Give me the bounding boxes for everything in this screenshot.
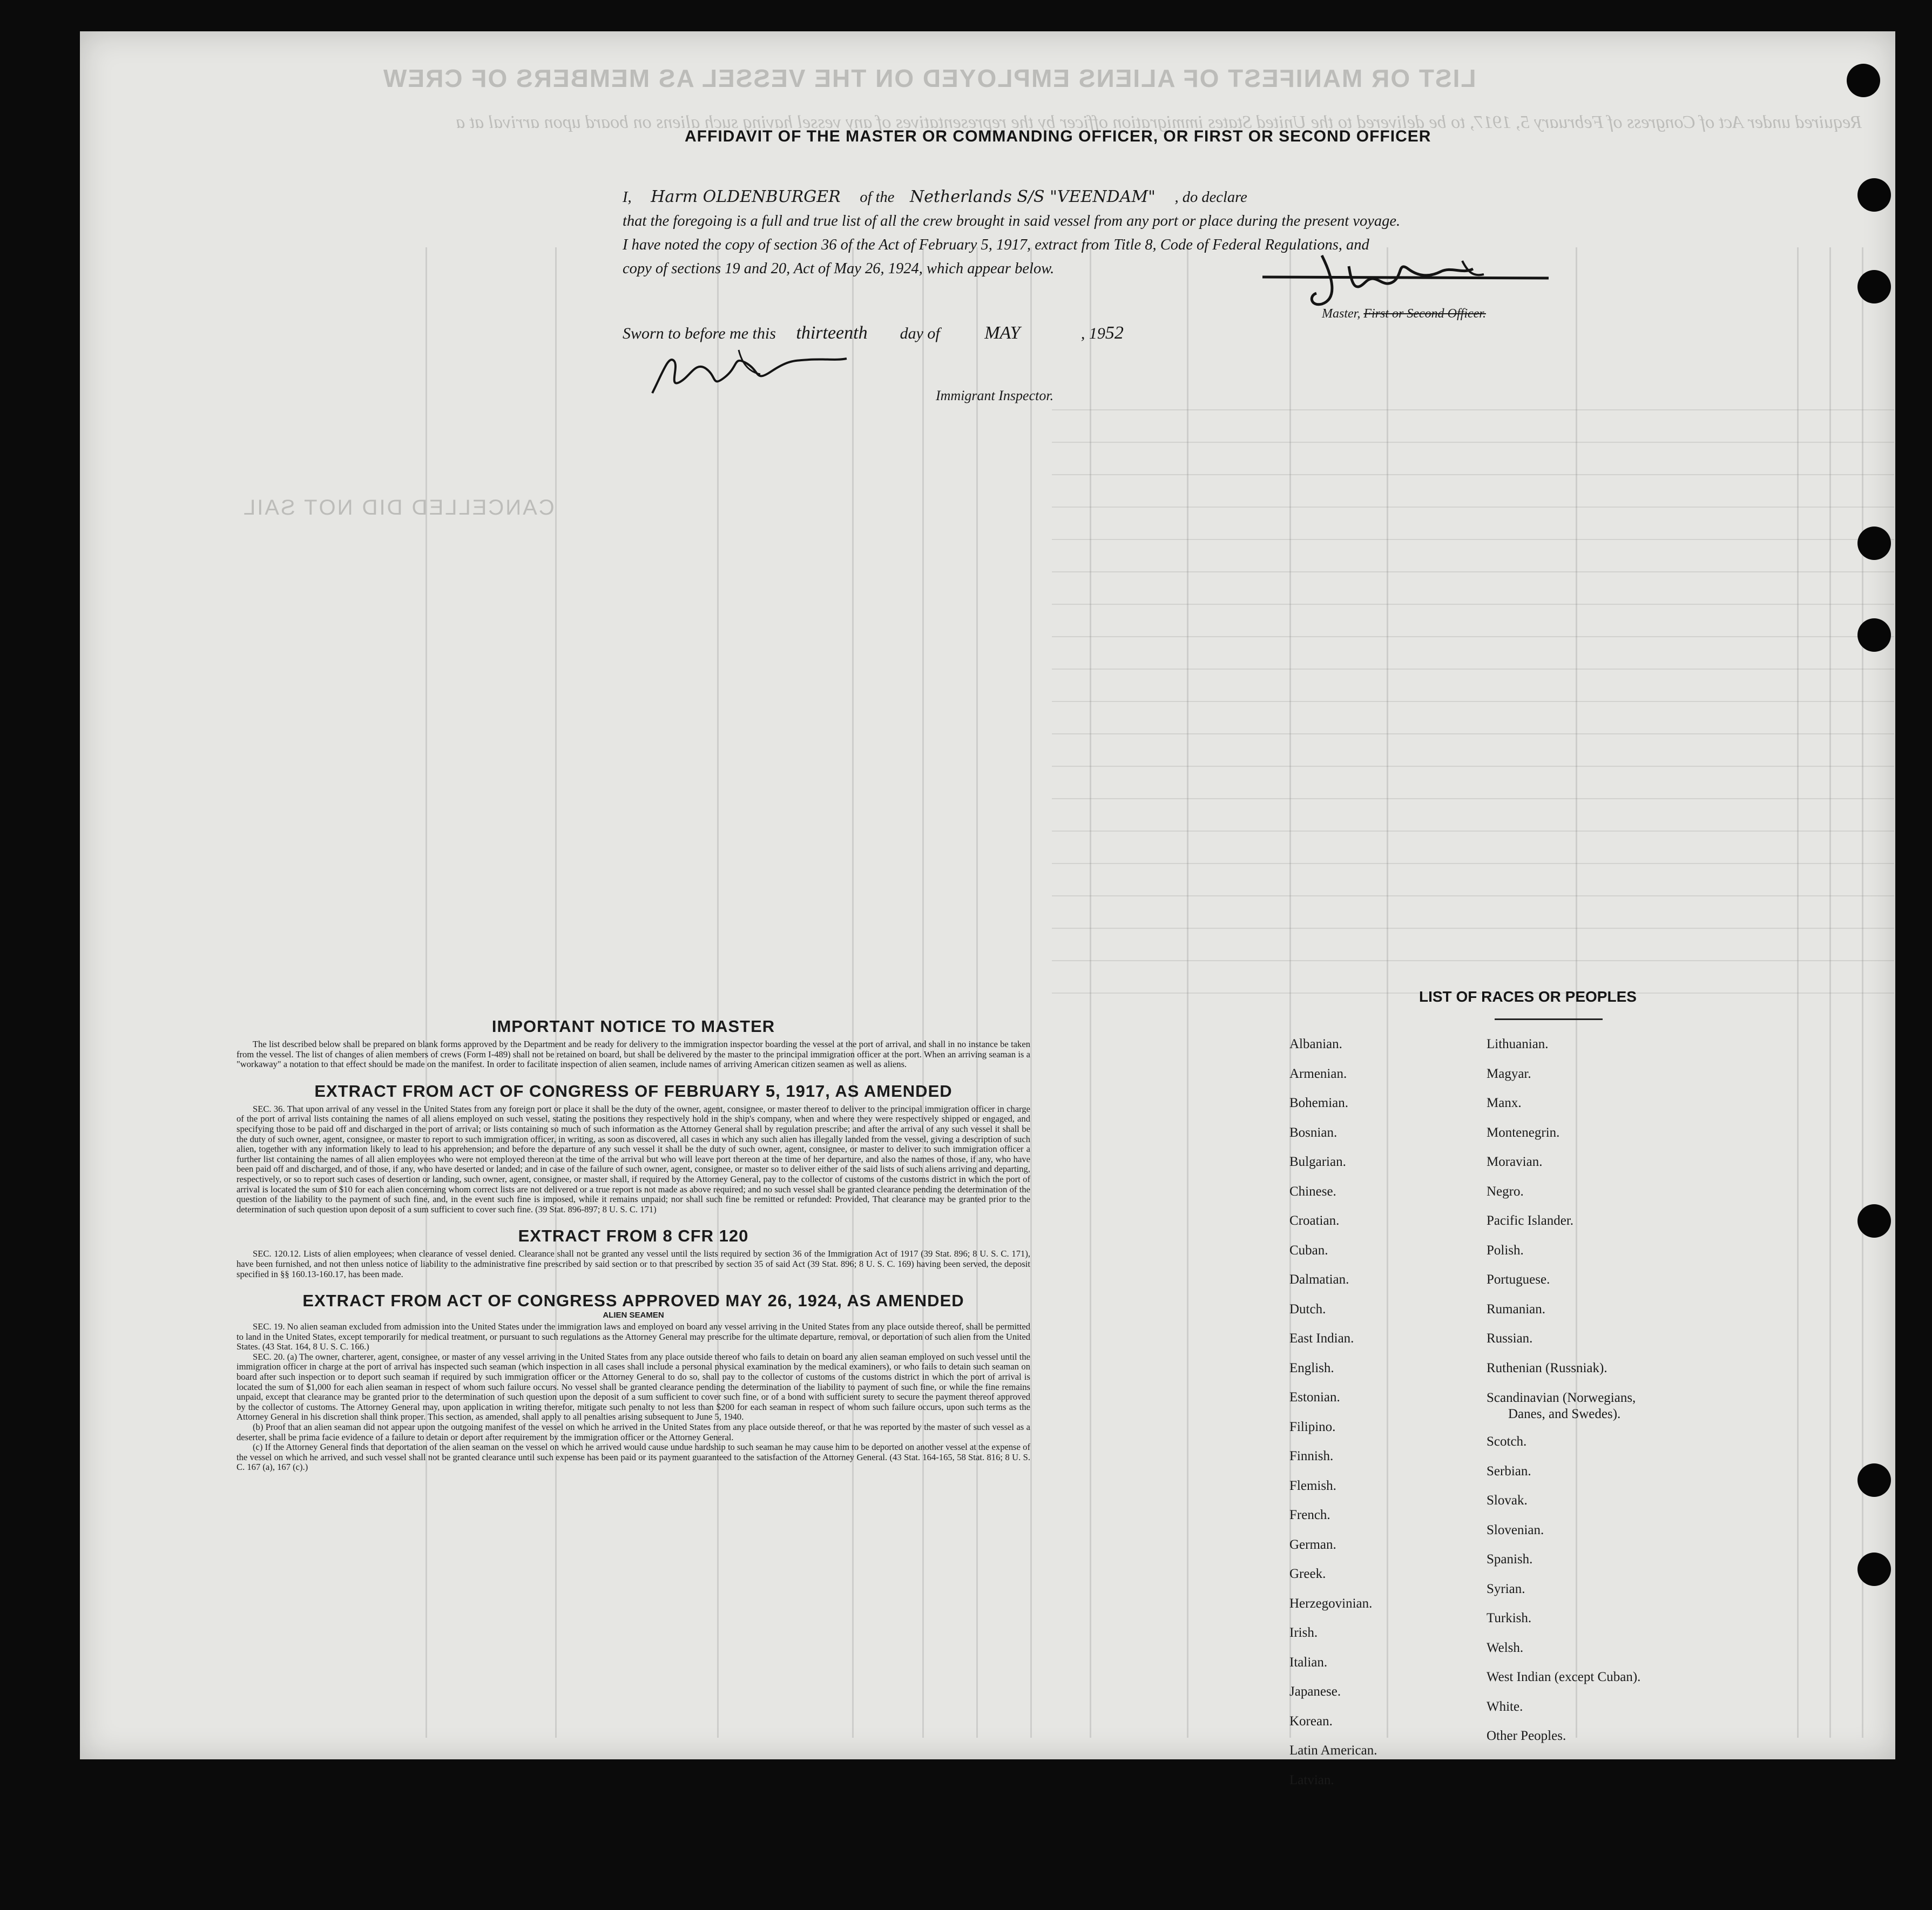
grid-line xyxy=(555,247,557,1738)
race-item: Moravian. xyxy=(1487,1155,1543,1169)
punch-hole xyxy=(1857,178,1891,212)
nationality-vessel: Netherlands S/S "VEENDAM" xyxy=(909,187,1156,206)
affidavit-title: AFFIDAVIT OF THE MASTER OR COMMANDING OFFICER, OR FIRST OR SECOND OFFICER xyxy=(685,127,1431,145)
master-name: Harm OLDENBURGER xyxy=(651,187,841,206)
race-item: Portuguese. xyxy=(1487,1272,1550,1287)
grid-row-line xyxy=(1052,474,1894,475)
grid-line xyxy=(1030,247,1032,1738)
grid-row-line xyxy=(1052,604,1894,605)
extract-1917-title: EXTRACT FROM ACT OF CONGRESS OF FEBRUARY 5, 1917, AS AMENDED xyxy=(314,1081,953,1101)
race-item: Syrian. xyxy=(1487,1581,1525,1596)
race-item: Latin American. xyxy=(1289,1743,1377,1758)
affidavit-line-3: I have noted the copy of section 36 of the Act of February 5, 1917, extract from Title 8, Code of Federal Regulations, and xyxy=(623,237,1369,253)
bleed-through-text: Required under Act of Congress of February 5, 1917, to be delivered to the United States immigration officer by the representatives of any vessel having such aliens on board upon arrival at a xyxy=(456,112,1862,132)
grid-line xyxy=(922,247,924,1738)
extract-1924-sec19: SEC. 19. No alien seaman excluded from admission into the United States under the immigration laws and employed on board any vessel arriving in the United States from any place outside thereof, shall be permitted to land in the United States, except temporarily for medical treatment, or pursuant to such regulations as the Attorney General may prescribe for the ultimate departure, removal, or deportation of such alien from the United States. (43 Stat. 164, 8 U. S. C. 166.) xyxy=(237,1321,1030,1352)
race-item-line: Scandinavian (Norwegians, xyxy=(1487,1391,1636,1405)
grid-row-line xyxy=(1052,409,1894,410)
race-item xyxy=(1487,1390,1640,1434)
race-item: Other Peoples. xyxy=(1487,1729,1566,1743)
race-item: Negro. xyxy=(1487,1184,1524,1199)
race-item-line: Danes, and Swedes). xyxy=(1508,1407,1621,1421)
race-item: Bulgarian. xyxy=(1289,1155,1346,1169)
race-item: West Indian (except Cuban). xyxy=(1487,1670,1641,1684)
extract-1924-sec20a: SEC. 20. (a) The owner, charterer, agent, consignee, or master of any vessel arriving in the United States from any place outside thereof who fails to detain on board any alien seaman employed on such vessel until the immigration officer in charge at the port of arrival has inspected such seaman (which inspection in all cases shall include a personal physical examination by the medical examiners), or who fails to detain such seaman on board after such inspection or to deport such seaman if required by such immigration officer or the Attorney General to do so, shall pay to the collector of customs of the customs district in which the port of arrival is located the sum of $1,000 for each alien seaman in respect of whom such failure occurs. No vessel shall be granted clearance pending the determination of the liability to payment of such fine, or while the fine remains unpaid, except that clearance may be granted prior to the determination of such question upon the deposit of a sum sufficient to cover such fine, or of a bond with sufficient surety to secure the payment thereof approved by the collector of customs. The Attorney General may, upon application in writing therefor, mitigate such penalty to not less than $200 for each seaman in respect of whom such failure occurs, upon such terms as the Attorney General in his discretion shall think proper. This section, as amended, shall apply to all penalties arising subsequent to June 5, 1940. xyxy=(237,1351,1030,1422)
sworn-day: thirteenth xyxy=(796,323,868,343)
affidavit-line-4: copy of sections 19 and 20, Act of May 26, 1924, which appear below. xyxy=(623,260,1055,277)
grid-row-line xyxy=(1052,442,1894,443)
grid-row-line xyxy=(1052,701,1894,702)
extract-8cfr-body: SEC. 120.12. Lists of alien employees; when clearance of vessel denied. Clearance shall not be granted any vessel until the lists required by section 36 of the Immigration Act of 1917 (39 Stat. 896; 8 U. S. C. 171), have been furnished, and not then unless notice of liability to the administrative fine prescribed by said section or to that prescribed by section 35 of said Act (39 Stat. 896; 8 U. S. C. 169) having been served, the deposit specified in §§ 160.13-160.17, has been made. xyxy=(237,1248,1030,1279)
master-label-prefix: Master, xyxy=(1322,307,1361,321)
race-item: Latvian. xyxy=(1289,1772,1334,1787)
grid-row-line xyxy=(1052,928,1894,929)
punch-hole xyxy=(1857,527,1891,560)
race-item: Bohemian. xyxy=(1289,1096,1349,1110)
race-item: Turkish. xyxy=(1487,1611,1532,1625)
master-signature xyxy=(1257,245,1559,315)
bleed-through-title: LIST OR MANIFEST OF ALIENS EMPLOYED ON THE VESSEL AS MEMBERS OF CREW xyxy=(382,64,1476,92)
grid-row-line xyxy=(1052,960,1894,961)
notice-body: The list described below shall be prepared on blank forms approved by the Department and be ready for delivery to the immigration inspector boarding the vessel at the port of arrival, and shall in no instance be taken from the vessel. The list of changes of alien members of crews (Form I-489) shall not be retained on board, but shall be delivered by the master to the principal immigration officer at the port. When an arriving seaman is a "workaway" a notation to that effect should be made on the manifest. In order to facilitate inspection of alien seamen, include names of arriving American citizen seamen as well as aliens. xyxy=(237,1039,1030,1070)
race-item: Slovenian. xyxy=(1487,1522,1544,1537)
inspector-label: Immigrant Inspector. xyxy=(936,388,1054,403)
race-item: Manx. xyxy=(1487,1096,1522,1110)
race-item: French. xyxy=(1289,1508,1330,1522)
race-item: Italian. xyxy=(1289,1655,1328,1670)
race-item: Rumanian. xyxy=(1487,1301,1546,1317)
race-item: Pacific Islander. xyxy=(1487,1213,1574,1228)
race-item: Korean. xyxy=(1289,1713,1333,1729)
affidavit-intro: I, xyxy=(623,189,632,206)
grid-line xyxy=(717,247,719,1738)
race-item: Dutch. xyxy=(1289,1301,1326,1317)
sworn-year: 52 xyxy=(1105,323,1124,343)
race-item: Serbian. xyxy=(1487,1463,1531,1479)
race-item: German. xyxy=(1289,1537,1336,1552)
grid-row-line xyxy=(1052,766,1894,767)
race-item: Filipino. xyxy=(1289,1419,1336,1434)
race-item: Dalmatian. xyxy=(1289,1272,1349,1287)
grid-row-line xyxy=(1052,831,1894,832)
race-item: Spanish. xyxy=(1487,1552,1533,1567)
punch-hole xyxy=(1857,1204,1891,1238)
grid-row-line xyxy=(1052,539,1894,540)
race-item: Slovak. xyxy=(1487,1493,1528,1508)
grid-row-line xyxy=(1052,636,1894,637)
race-item: Japanese. xyxy=(1289,1684,1341,1699)
affidavit-line-2: that the foregoing is a full and true list of all the crew brought in said vessel from any port or place during the present voyage. xyxy=(623,213,1401,230)
inspector-signature xyxy=(631,339,911,404)
extract-1924-title: EXTRACT FROM ACT OF CONGRESS APPROVED MAY 26, 1924, AS AMENDED xyxy=(302,1291,964,1311)
race-item: Chinese. xyxy=(1289,1184,1336,1199)
punch-hole xyxy=(1857,618,1891,652)
races-list-left xyxy=(1289,1037,1377,1802)
year-prefix: , 19 xyxy=(1080,325,1105,342)
race-item: Herzegovinian. xyxy=(1289,1596,1373,1611)
notice-section xyxy=(237,1011,1030,1473)
race-item: East Indian. xyxy=(1289,1331,1354,1346)
race-item: English. xyxy=(1289,1360,1334,1375)
grid-row-line xyxy=(1052,571,1894,572)
races-title-rule xyxy=(1495,1018,1603,1020)
race-item: Irish. xyxy=(1289,1625,1318,1640)
declare-label: , do declare xyxy=(1174,189,1247,206)
grid-row-line xyxy=(1052,669,1894,670)
race-item: Magyar. xyxy=(1487,1066,1531,1081)
race-item: Polish. xyxy=(1487,1243,1524,1258)
grid-row-line xyxy=(1052,507,1894,508)
grid-line xyxy=(976,247,978,1738)
race-item: Flemish. xyxy=(1289,1478,1336,1493)
punch-hole xyxy=(1857,1463,1891,1497)
race-item: Bosnian. xyxy=(1289,1125,1337,1140)
grid-row-line xyxy=(1052,863,1894,864)
race-item: Montenegrin. xyxy=(1487,1125,1560,1140)
day-of-label: day of xyxy=(900,325,940,342)
grid-line xyxy=(425,247,427,1738)
grid-row-line xyxy=(1052,733,1894,734)
sworn-prefix: Sworn to before me this xyxy=(623,325,776,342)
grid-row-line xyxy=(1052,895,1894,896)
affidavit-line-1 xyxy=(623,185,1562,210)
punch-hole xyxy=(1857,1553,1891,1586)
extract-1917-body: SEC. 36. That upon arrival of any vessel in the United States from any foreign port or place it shall be the duty of the owner, agent, consignee, or master thereof to deliver to the principal immigration officer in charge of the port of arrival lists containing the names of all aliens employed on such vessel, stating the positions they respectively hold in the ship's company, when and where they were respectively shipped or engaged, and specifying those to be paid off and discharged in the port of arrival; or lists containing so much of such information as the Attorney General shall by regulation prescribe; and after the arrival of any such vessel it shall be the duty of such owner, agent, consignee, or master to report to such immigration officer, in writing, as soon as discovered, all cases in which any such alien has illegally landed from the vessel, giving a description of such alien, together with any information likely to lead to his apprehension; and before the departure of any such vessel it shall be the duty of such owner, agent, consignee, or master to deliver to such immigration officer a further list containing the names of all alien employees who were not employed thereon at the time of the arrival but who will leave port thereon at the time of her departure, and also the names of those, if any, who have been paid off and discharged, and of those, if any, who have deserted or landed; and in case of the failure of such owner, agent, consignee, or master so to deliver either of the said lists of such aliens arriving and departing, respectively, or so to report such cases of desertion or landing, such owner, agent, consignee, or master shall, if required by the Attorney General, pay to the collector of customs of the customs district in which the port of arrival is located the sum of $10 for each alien concerning whom correct lists are not delivered or a true report is not made as above required; and no such vessel shall be granted clearance pending the determination of the question of the liability to the payment of such fine, and, in the event such fine is imposed, while it remains unpaid; nor shall such fine be remitted or refunded: Provided, That clearance may be granted prior to the determination of such question upon deposit of a sum sufficient to cover such fine. (39 Stat. 896-897; 8 U. S. C. 171) xyxy=(237,1103,1030,1214)
race-item: Albanian. xyxy=(1289,1037,1342,1051)
race-item: Cuban. xyxy=(1289,1243,1328,1258)
race-item: Greek. xyxy=(1289,1567,1326,1581)
notice-title: IMPORTANT NOTICE TO MASTER xyxy=(491,1017,775,1036)
grid-line xyxy=(852,247,854,1738)
race-item: Lithuanian. xyxy=(1487,1037,1549,1051)
bleed-through-stamp: CANCELLED DID NOT SAIL xyxy=(242,496,555,519)
race-item: White. xyxy=(1487,1699,1523,1714)
master-label xyxy=(1322,307,1486,321)
race-item: Armenian. xyxy=(1289,1066,1347,1081)
grid-row-line xyxy=(1052,798,1894,799)
race-item: Scotch. xyxy=(1487,1434,1527,1449)
punch-hole xyxy=(1857,270,1891,303)
manifest-sheet xyxy=(80,31,1895,1787)
race-item: Estonian. xyxy=(1289,1390,1340,1405)
race-item: Russian. xyxy=(1487,1331,1533,1346)
race-item: Welsh. xyxy=(1487,1640,1524,1655)
extract-1924-sec20b: (b) Proof that an alien seaman did not appear upon the outgoing manifest of the vessel on which he arrived in the United States from any place outside thereof, or that he was reported by the master of such vessel as a deserter, shall be prima facie evidence of a failure to detain or deport after requirement by the immigration officer or the Attorney General. xyxy=(237,1422,1030,1442)
master-label-struck: First or Second Officer. xyxy=(1363,307,1486,321)
punch-hole xyxy=(1847,64,1880,97)
races-list-right xyxy=(1487,1037,1640,1758)
sworn-month: MAY xyxy=(984,323,1021,343)
of-the-label: of the xyxy=(860,189,895,206)
extract-1924-sec20c: (c) If the Attorney General finds that deportation of the alien seaman on the vessel on which he arrived would cause undue hardship to such seaman he may cause him to be deported on another vessel at the expense of the vessel on which he arrived, and such vessel shall not be granted clearance until such expense has been paid or its payment guaranteed to the satisfaction of the Attorney General. (43 Stat. 164-165, 58 Stat. 816; 8 U. S. C. 167 (a), 167 (c).) xyxy=(237,1442,1030,1473)
extract-8cfr-title: EXTRACT FROM 8 CFR 120 xyxy=(518,1226,749,1246)
race-item: Ruthenian (Russniak). xyxy=(1487,1360,1607,1375)
race-item: Croatian. xyxy=(1289,1213,1340,1228)
extract-1924-subtitle: ALIEN SEAMEN xyxy=(603,1311,664,1320)
races-title: LIST OF RACES OR PEOPLES xyxy=(1419,988,1637,1005)
race-item: Finnish. xyxy=(1289,1449,1334,1463)
